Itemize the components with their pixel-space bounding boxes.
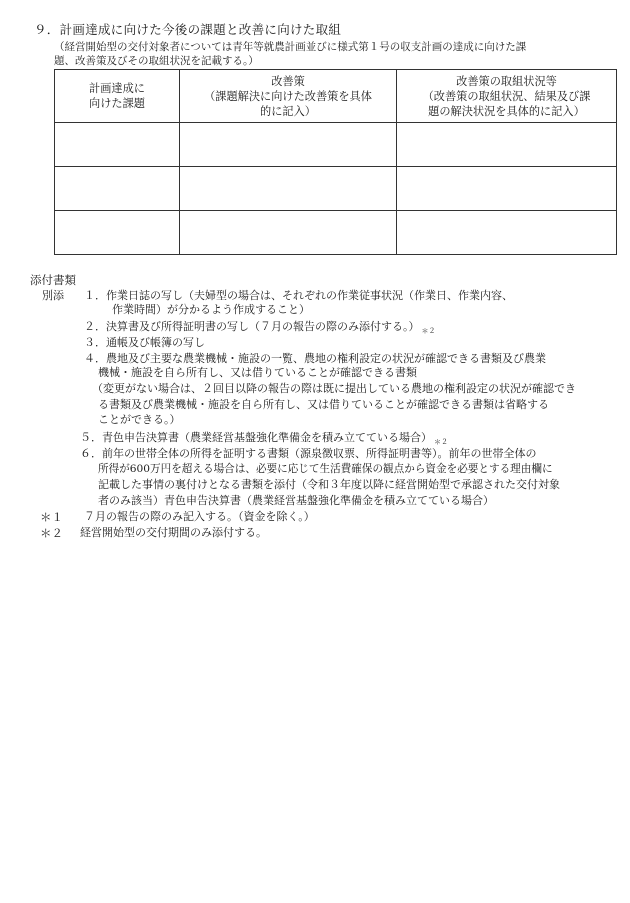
- table-cell[interactable]: [55, 167, 180, 211]
- table-cell[interactable]: [55, 211, 180, 255]
- item-text: 者のみ該当）青色申告決算書（農業経営基盤強化準備金を積み立てている場合）: [98, 494, 494, 507]
- table-cell[interactable]: [180, 123, 397, 167]
- table-cell[interactable]: [55, 123, 180, 167]
- item-text: [102, 431, 448, 446]
- header-text: 改善策: [271, 74, 305, 88]
- item-number: ６．: [80, 447, 102, 460]
- table-row: [55, 167, 617, 211]
- table-header-row: [55, 70, 617, 123]
- item-text: 前年の世帯全体の所得を証明する書類（源泉徴収票、所得証明書等）。前年の世帯全体の: [102, 447, 537, 460]
- item-text: [106, 320, 436, 335]
- section-9-note: [54, 40, 614, 68]
- footnote-ref-mark: ＊２: [434, 438, 448, 446]
- item-number: ３．: [84, 336, 106, 349]
- header-text: 的に記入）: [260, 104, 316, 118]
- section-9-note-line: （経営開始型の交付対象者については青年等就農計画並びに様式第１号の収支計画の達成に向けた課: [54, 41, 527, 53]
- item-text: 所得が600万円を超える場合は、必要に応じて生活費確保の観点から資金を必要とする理由欄に: [98, 463, 553, 475]
- footnote-text: ７月の報告の際のみ記入する。（資金を除く。）: [84, 510, 315, 523]
- header-measures: [180, 70, 397, 123]
- item-text: 機械・施設を自ら所有し、又は借りていることが確認できる書類: [98, 366, 417, 379]
- table-row: [55, 211, 617, 255]
- header-text: 向けた課題: [89, 97, 145, 110]
- header-text: 題の解決状況を具体的に記入）: [428, 104, 585, 118]
- table-cell[interactable]: [397, 211, 617, 255]
- footnote-mark: ＊２: [40, 526, 63, 540]
- header-text: 計画達成に: [89, 82, 145, 95]
- table-cell[interactable]: [180, 211, 397, 255]
- item-text-body: 青色申告決算書（農業経営基盤強化準備金を積み立てている場合）: [102, 431, 432, 444]
- item-text: る書類及び農業機械・施設を自ら所有し、又は借りていることが確認できる書類は省略する: [98, 398, 549, 411]
- plan-improvement-table: [54, 69, 617, 255]
- item-number: ５．: [80, 431, 102, 444]
- item-number: ２．: [84, 320, 106, 333]
- section-9-note-line: 題、改善策及びその取組状況を記載する。）: [54, 55, 259, 67]
- table-cell[interactable]: [397, 167, 617, 211]
- item-text: （変更がない場合は、２回目以降の報告の際は既に提出している農地の権利設定の状況が確認でき: [92, 382, 576, 395]
- item-number: １．: [84, 289, 106, 302]
- table-cell[interactable]: [397, 123, 617, 167]
- footnote-mark: ＊１: [40, 510, 63, 524]
- attachment-label: 別添: [42, 289, 64, 302]
- item-text: 通帳及び帳簿の写し: [106, 336, 205, 349]
- header-text: 改善策の取組状況等: [456, 74, 557, 88]
- item-text: 作業時間）が分かるよう作成すること）: [112, 303, 310, 316]
- item-text: 記載した事情の裏付けとなる書類を添付（令和３年度以降に経営開始型で承認された交付対象: [98, 478, 560, 491]
- item-number: ４．: [84, 352, 106, 365]
- header-progress: [397, 70, 617, 123]
- section-9-title: ９．計画達成に向けた今後の課題と改善に向けた取組: [34, 22, 342, 37]
- item-text: ことができる。）: [98, 413, 181, 426]
- table-cell[interactable]: [180, 167, 397, 211]
- header-text: （改善策の取組状況、結果及び課: [422, 89, 591, 103]
- table-row: [55, 123, 617, 167]
- attachments-heading: 添付書類: [30, 273, 76, 287]
- footnote-text: 経営開始型の交付期間のみ添付する。: [80, 526, 267, 539]
- item-text-body: 決算書及び所得証明書の写し（７月の報告の際のみ添付する。）: [106, 320, 420, 333]
- header-issues: [55, 70, 180, 123]
- item-text: 農地及び主要な農業機械・施設の一覧、農地の権利設定の状況が確認できる書類及び農業: [106, 352, 546, 365]
- footnote-ref-mark: ＊２: [421, 327, 436, 335]
- header-text: （課題解決に向けた改善策を具体: [204, 89, 372, 103]
- item-text: 作業日誌の写し（夫婦型の場合は、それぞれの作業従事状況（作業日、作業内容、: [106, 289, 513, 302]
